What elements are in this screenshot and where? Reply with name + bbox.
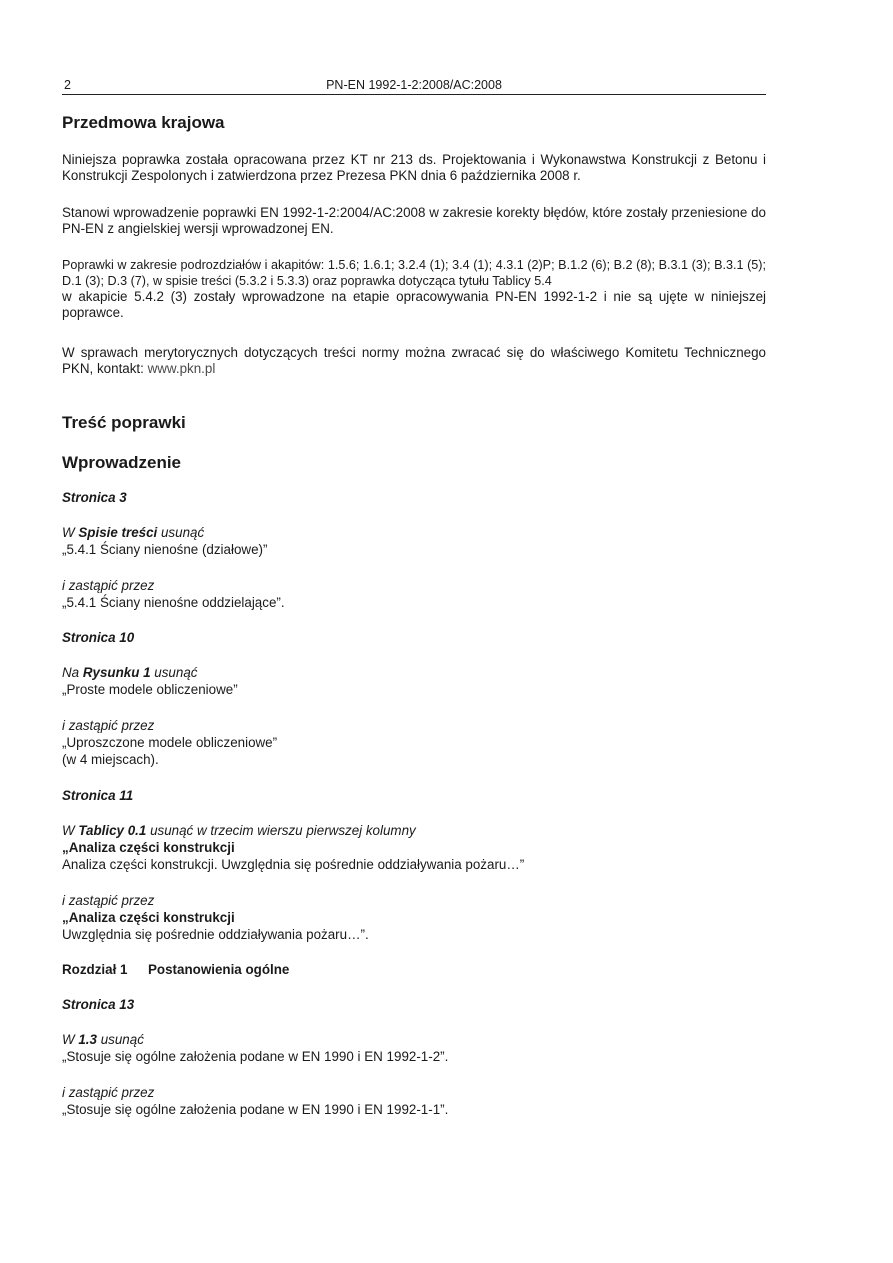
page-13-remove-post: usunąć [96, 1032, 144, 1047]
foreword-title: Przedmowa krajowa [62, 113, 225, 132]
foreword-paragraph-1: Niniejsza poprawka została opracowana przez KT nr 213 ds. Projektowania i Wykonawstwa Konstrukcji z Betonu i Konstrukcji Zespolonych i zatwierdzona przez Prezesa PKN dnia 6 października 2008 r. [62, 152, 766, 183]
page-10-label: Stronica 10 [62, 630, 135, 645]
page-11-new-text: Uwzględnia się pośrednie oddziaływania pożaru…”. [62, 927, 369, 942]
page-3-remove-pre: W [62, 525, 79, 540]
page-11-remove-target: Tablicy 0.1 [78, 823, 147, 838]
page-3-remove-post: usunąć [157, 525, 205, 540]
page-10-remove-target: Rysunku 1 [82, 665, 151, 680]
foreword-paragraph-3a: Poprawki w zakresie podrozdziałów i akapitów: 1.5.6; 1.6.1; 3.2.4 (1); 3.4 (1); 4.3.1 (2)P; B.1.2 (6); B.2 (8); B.3.1 (3); B.3.1 (5); D.1 (3); D.3 (7), w spisie treści (5.3.2 i 5.3.3) oraz poprawka dotycząca tytułu Tablicy 5.4 [62, 258, 766, 288]
page-10-new-text: „Uproszczone modele obliczeniowe” [62, 735, 278, 750]
foreword-paragraph-4-text: W sprawach merytorycznych dotyczących treści normy można zwracać się do właściwego Komitetu Technicznego PKN, kontakt: [62, 345, 766, 376]
page-13-label: Stronica 13 [62, 997, 135, 1012]
page-3-replace-line: i zastąpić przez [62, 578, 155, 593]
correction-title: Treść poprawki [62, 413, 186, 432]
foreword-paragraph-3b: w akapicie 5.4.2 (3) zostały wprowadzone na etapie opracowywania PN-EN 1992-1-2 i nie są ujęte w niniejszej poprawce. [62, 289, 766, 320]
chapter-1-number: Rozdział 1 [62, 962, 128, 977]
foreword-paragraph-4 [62, 345, 766, 377]
foreword-paragraph-2: Stanowi wprowadzenie poprawki EN 1992-1-2:2004/AC:2008 w zakresie korekty błędów, które zostały przeniesione do PN-EN z angielskiej wersji wprowadzonej EN. [62, 205, 766, 236]
page-10-remove-post: usunąć [150, 665, 198, 680]
page-11-remove-pre: W [62, 823, 79, 838]
page-10-old-text: „Proste modele obliczeniowe” [62, 682, 238, 697]
foreword-paragraph-3 [62, 257, 766, 321]
page-13-remove-target: 1.3 [78, 1032, 97, 1047]
page-11-old-text: Analiza części konstrukcji. Uwzględnia się pośrednie oddziaływania pożaru…” [62, 857, 525, 872]
page-13-replace-line: i zastąpić przez [62, 1085, 155, 1100]
page-11-remove-line [62, 823, 766, 839]
page-header [62, 75, 766, 95]
page-13-new-text: „Stosuje się ogólne założenia podane w EN 1990 i EN 1992-1-1”. [62, 1102, 449, 1117]
page-13-old-text: „Stosuje się ogólne założenia podane w EN 1990 i EN 1992-1-2”. [62, 1049, 449, 1064]
page-10-replace-line: i zastąpić przez [62, 718, 155, 733]
page-13-remove-pre: W [62, 1032, 79, 1047]
page-11-old-heading: „Analiza części konstrukcji [62, 840, 235, 855]
page-10-note: (w 4 miejscach). [62, 752, 159, 767]
page-3-new-text: „5.4.1 Ściany nienośne oddzielające”. [62, 595, 285, 610]
page-11-replace-line: i zastąpić przez [62, 893, 155, 908]
page-11-new-heading: „Analiza części konstrukcji [62, 910, 235, 925]
page-10-remove-pre: Na [62, 665, 83, 680]
page-11-remove-post: usunąć w trzecim wierszu pierwszej kolumny [146, 823, 416, 838]
chapter-1-heading [62, 962, 766, 978]
introduction-title: Wprowadzenie [62, 453, 182, 472]
page-11-label: Stronica 11 [62, 788, 134, 803]
page-number: 2 [64, 78, 71, 92]
page-10-remove-line [62, 665, 766, 681]
page-3-remove-target: Spisie treści [78, 525, 158, 540]
page-3-remove-line [62, 525, 766, 541]
standard-designation: PN-EN 1992-1-2:2008/AC:2008 [326, 78, 502, 92]
chapter-1-title: Postanowienia ogólne [148, 962, 290, 977]
page-3-old-text: „5.4.1 Ściany nienośne (działowe)” [62, 542, 268, 557]
pkn-link[interactable]: www.pkn.pl [147, 361, 216, 376]
page-3-label: Stronica 3 [62, 490, 127, 505]
page-13-remove-line [62, 1032, 766, 1048]
